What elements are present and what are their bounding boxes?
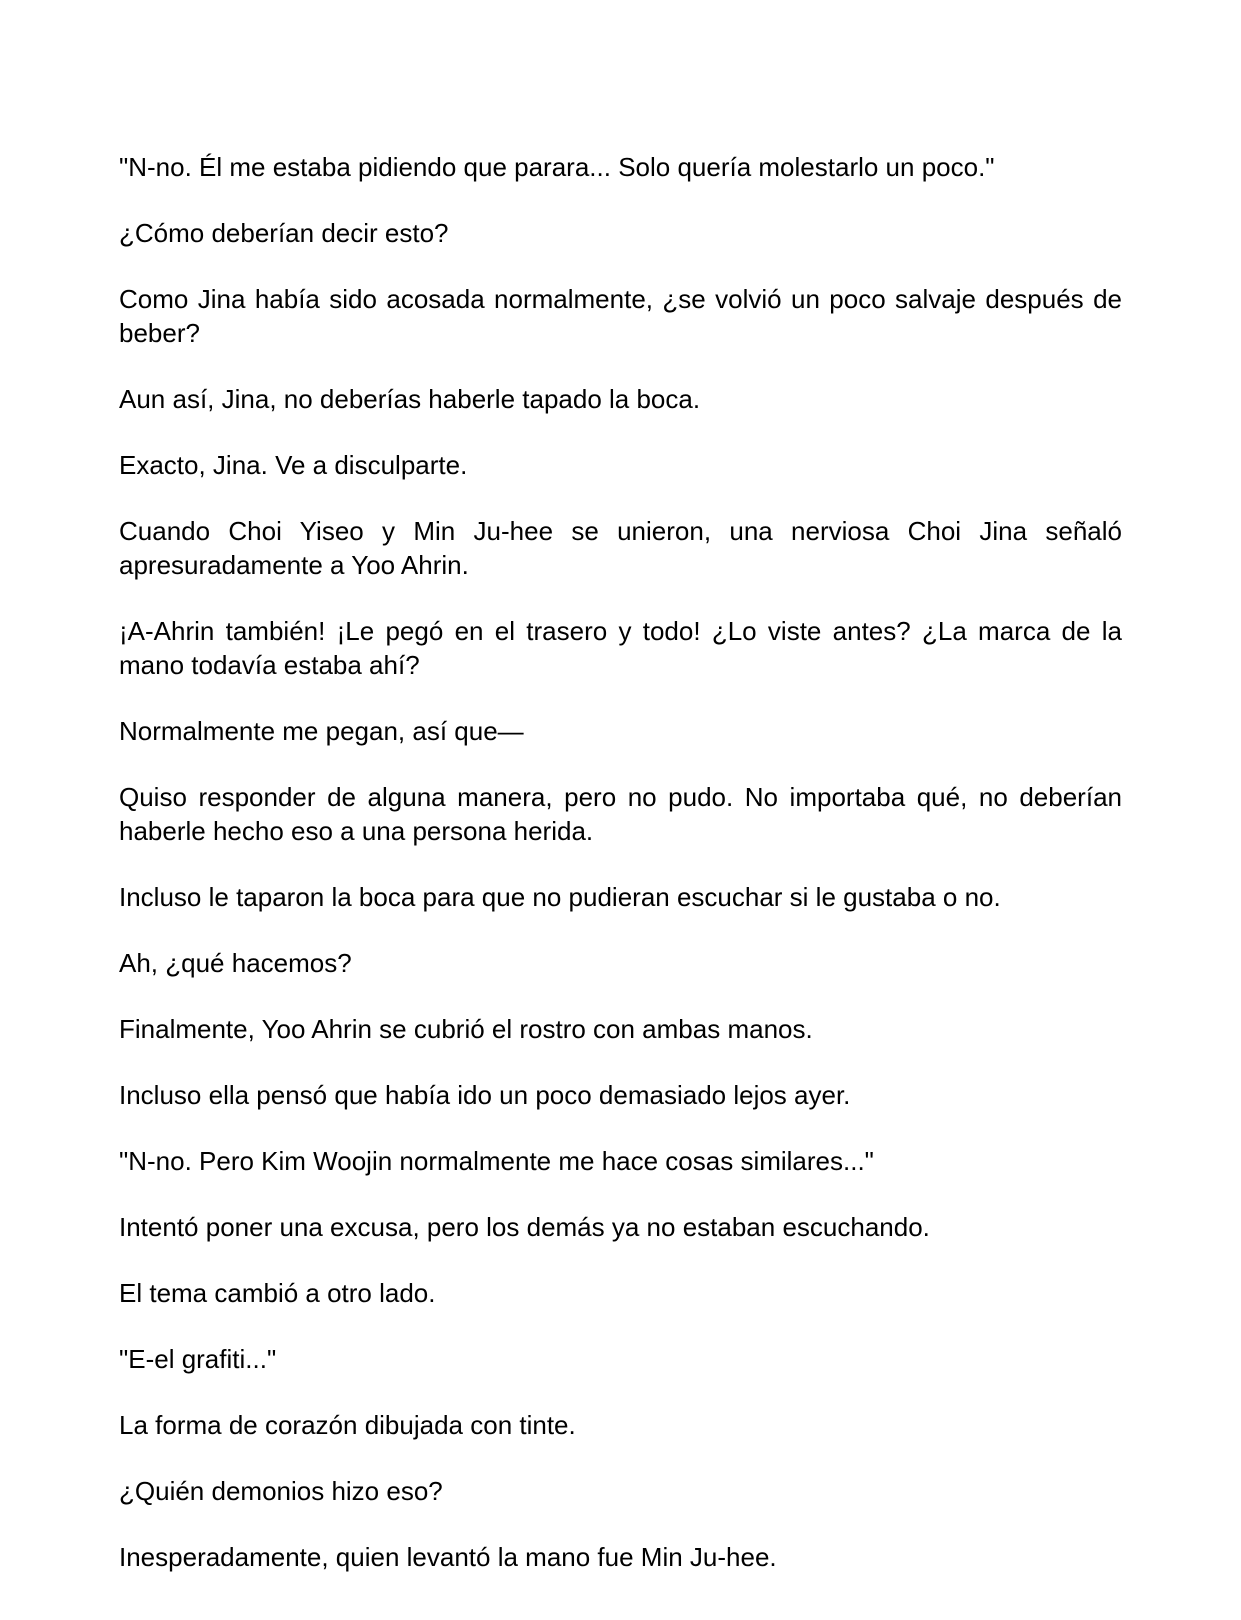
paragraph: Cuando Choi Yiseo y Min Ju-hee se unieron, una nerviosa Choi Jina señaló apresuradamente a Yoo Ahrin.	[119, 516, 1122, 580]
paragraph: "N-no. Pero Kim Woojin normalmente me hace cosas similares..."	[119, 1146, 874, 1176]
paragraph: La forma de corazón dibujada con tinte.	[119, 1410, 576, 1440]
paragraph: Exacto, Jina. Ve a disculparte.	[119, 450, 468, 480]
paragraph: Normalmente me pegan, así que—	[119, 716, 524, 746]
paragraph: Aun así, Jina, no deberías haberle tapado la boca.	[119, 384, 701, 414]
paragraph: ¿Quién demonios hizo eso?	[119, 1476, 443, 1506]
paragraph: Quiso responder de alguna manera, pero no pudo. No importaba qué, no deberían haberle hecho eso a una persona herida.	[119, 782, 1122, 846]
document-body	[119, 150, 1122, 1606]
paragraph: ¿Cómo deberían decir esto?	[119, 218, 449, 248]
paragraph: El tema cambió a otro lado.	[119, 1278, 436, 1308]
paragraph: "E-el grafiti..."	[119, 1344, 277, 1374]
paragraph: Incluso ella pensó que había ido un poco demasiado lejos ayer.	[119, 1080, 851, 1110]
paragraph: Como Jina había sido acosada normalmente, ¿se volvió un poco salvaje después de beber?	[119, 284, 1122, 348]
paragraph: Incluso le taparon la boca para que no pudieran escuchar si le gustaba o no.	[119, 882, 1001, 912]
paragraph: ¡A-Ahrin también! ¡Le pegó en el trasero y todo! ¿Lo viste antes? ¿La marca de la mano todavía estaba ahí?	[119, 616, 1122, 680]
paragraph: Finalmente, Yoo Ahrin se cubrió el rostro con ambas manos.	[119, 1014, 813, 1044]
paragraph: Intentó poner una excusa, pero los demás ya no estaban escuchando.	[119, 1212, 930, 1242]
paragraph: Ah, ¿qué hacemos?	[119, 948, 352, 978]
paragraph: "N-no. Él me estaba pidiendo que parara... Solo quería molestarlo un poco."	[119, 152, 995, 182]
paragraph: Inesperadamente, quien levantó la mano fue Min Ju-hee.	[119, 1542, 777, 1572]
